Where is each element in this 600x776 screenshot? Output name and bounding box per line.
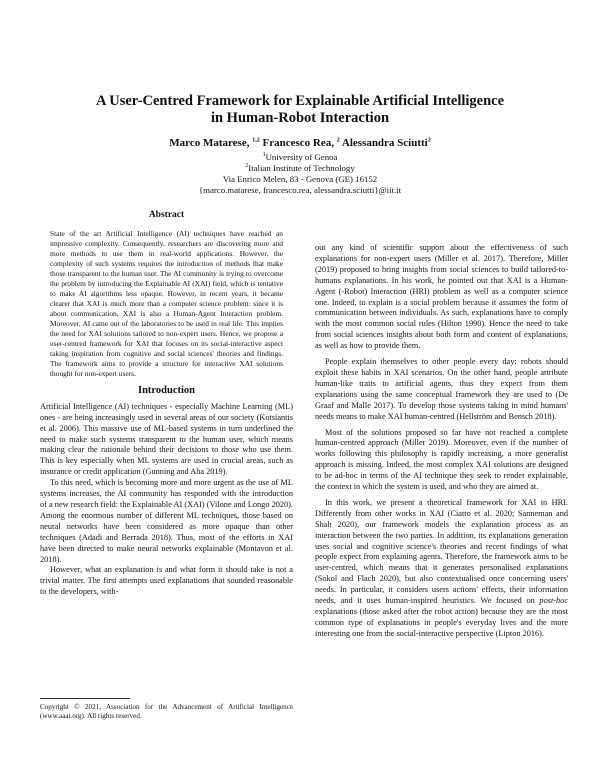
copyright-text: Copyright © 2021, Association for the Advancement of Artificial Intelligence (www.aaai.org). All rights reserved. [40, 703, 293, 721]
intro-paragraph-4: out any kind of scientific support about the effectiveness of such explanations for non-expert users (Miller et al. 2017). Therefore, Miller (2019) proposed to bring insights from social sciences to build tailored-to-humans explanations. In his work, he pointed out that XAI is a Human-Agent (-Robot) Interaction (HRI) problem as well as a computer science one. Indeed, to explain is a social problem because it assumes the form of communication between individuals. As such, explanations have to comply with the most common social rules (Hilton 1990). Hence the need to take from social sciences insights about both form and content of explanations, as well as how to provide them. [315, 243, 568, 351]
intro-paragraph-2: To this need, which is becoming more and more urgent as the use of ML systems increases, the AI community has responded with the introduction of a new research field: the Explainable AI (XAI) (Vilone and Longo 2020). Among the enormous number of different ML techniques, those based on neural networks have been considered as more opaque than other techniques (Adadi and Berrada 2018). Thus, most of the efforts in XAI have been directed to make neural networks explainable (Montavon et al. 2018). [40, 478, 293, 564]
intro-paragraph-1: Artificial Intelligence (AI) techniques - especially Machine Learning (ML) ones - are being increasingly used in several areas of our society (Kotsiantis et al. 2006). This massive use of ML-based systems in turn underlined the need to make such systems transparent to the human user, which means making clear the rationale behind their decisions to those who use them. This is key especially when ML systems are used in crucial areas, such as insurance or credit application (Gunning and Aha 2019). [40, 401, 293, 477]
abstract-text: State of the art Artificial Intelligence (AI) techniques have reached an impressive complexity. Consequently, researchers are discovering more and more methods to use them in real-world applications. However, the complexity of such systems requires the introduction of methods that make those transparent to the human user. The AI community is trying to overcome the problem by introducing the Explainable AI (XAI) field, which is tentative to make AI algorithms less opaque. However, in recent years, it became clearer that XAI is much more than a computer science problem: since it is about communication, XAI is also a Human-Agent Interaction problem. Moreover, AI came out of the laboratories to be used in real life. This implies the need for XAI solutions tailored to non-expert users. Hence, we propose a user-centred framework for XAI that focuses on its social-interactive aspect taking inspiration from cognitive and social sciences' theories and findings. The framework aims to provide a structure for interactive XAI solutions thought for non-expert users. [50, 228, 283, 378]
author-list [40, 137, 560, 150]
title-line-2: in Human-Robot Interaction [210, 110, 390, 126]
left-column [40, 210, 293, 598]
post-hoc-term: post-hoc [539, 596, 568, 606]
footnote-rule [40, 698, 130, 699]
intro-paragraph-7: In this work, we present a theoretical framework for XAI in HRI. Differently from other works in XAI (Ciatto et al. 2020; Sanneman and Shah 2020), our framework models the explanation process as an interaction between the two parties. In addition, its explanations generation uses social and cognitive science's theories and recent findings of what people expect from explaining agents. Therefore, the framework aims to be user-centred, which means that it generates personalised explanations (Sokol and Flach 2020), but also contextualised once concerning users' needs. In particular, it considers users actions' effects, their information needs, and it uses human-inspired heuristics. We focused on post-hoc explanations (those asked after the robot action) because they are the most common type of explanations in people's everyday lives and the more interesting one from the social-interactive perspective (Lipton 2016). [315, 497, 568, 638]
abstract-heading: Abstract [148, 210, 185, 220]
emails: {marco.matarese, francesco.rea, alessandra.sciutti}@iit.it [198, 185, 402, 195]
author-1: Marco Matarese, [169, 137, 250, 149]
affiliations [40, 152, 560, 196]
author-2: Francesco Rea, [262, 137, 334, 149]
introduction-heading: Introduction [138, 384, 195, 396]
affiliation-2: $^2$Italian Institute of Technology [245, 163, 355, 173]
address: Via Enrico Melen, 83 - Genova (GE) 16152 [222, 174, 378, 184]
affiliation-1: $^1$University of Genoa [262, 152, 338, 162]
intro-paragraph-3: However, what an explanation is and what form it should take is not a trivial matter. The first attempts used explanations that sounded reasonable to the developers, with- [40, 565, 293, 597]
copyright-notice [40, 698, 293, 722]
right-column [315, 243, 568, 640]
author-3: Alessandra Sciutti [341, 137, 428, 149]
paper-title [40, 93, 560, 127]
author-3-affil: 2 [427, 137, 431, 144]
intro-paragraph-6: Most of the solutions proposed so far have not reached a complete human-centred approach (Miller 2019). Moreover, even if the number of works following this philosophy is rapidly increasing, a more generalist approach is missing. Indeed, the most complex XAI solutions are designed to be ad-hoc in terms of the AI technique they seek to render explainable, the context in which the system is used, and who they are aimed at. [315, 427, 568, 492]
author-2-affil: 2 [336, 137, 340, 144]
title-line-1: A User-Centred Framework for Explainable Artificial Intelligence [95, 93, 505, 109]
author-1-affil: 1,2 [252, 137, 260, 144]
intro-paragraph-5: People explain themselves to other people every day: robots should exploit these habits in XAI scenarios. On the other hand, people attribute human-like traits to artificial agents, thus they expect from them explanations using the same conceptual framework they are used to (De Graaf and Malle 2017). To develop those systems taking in mind humans' needs means to make XAI human-centred (Hellström and Bensch 2018). [315, 357, 568, 421]
